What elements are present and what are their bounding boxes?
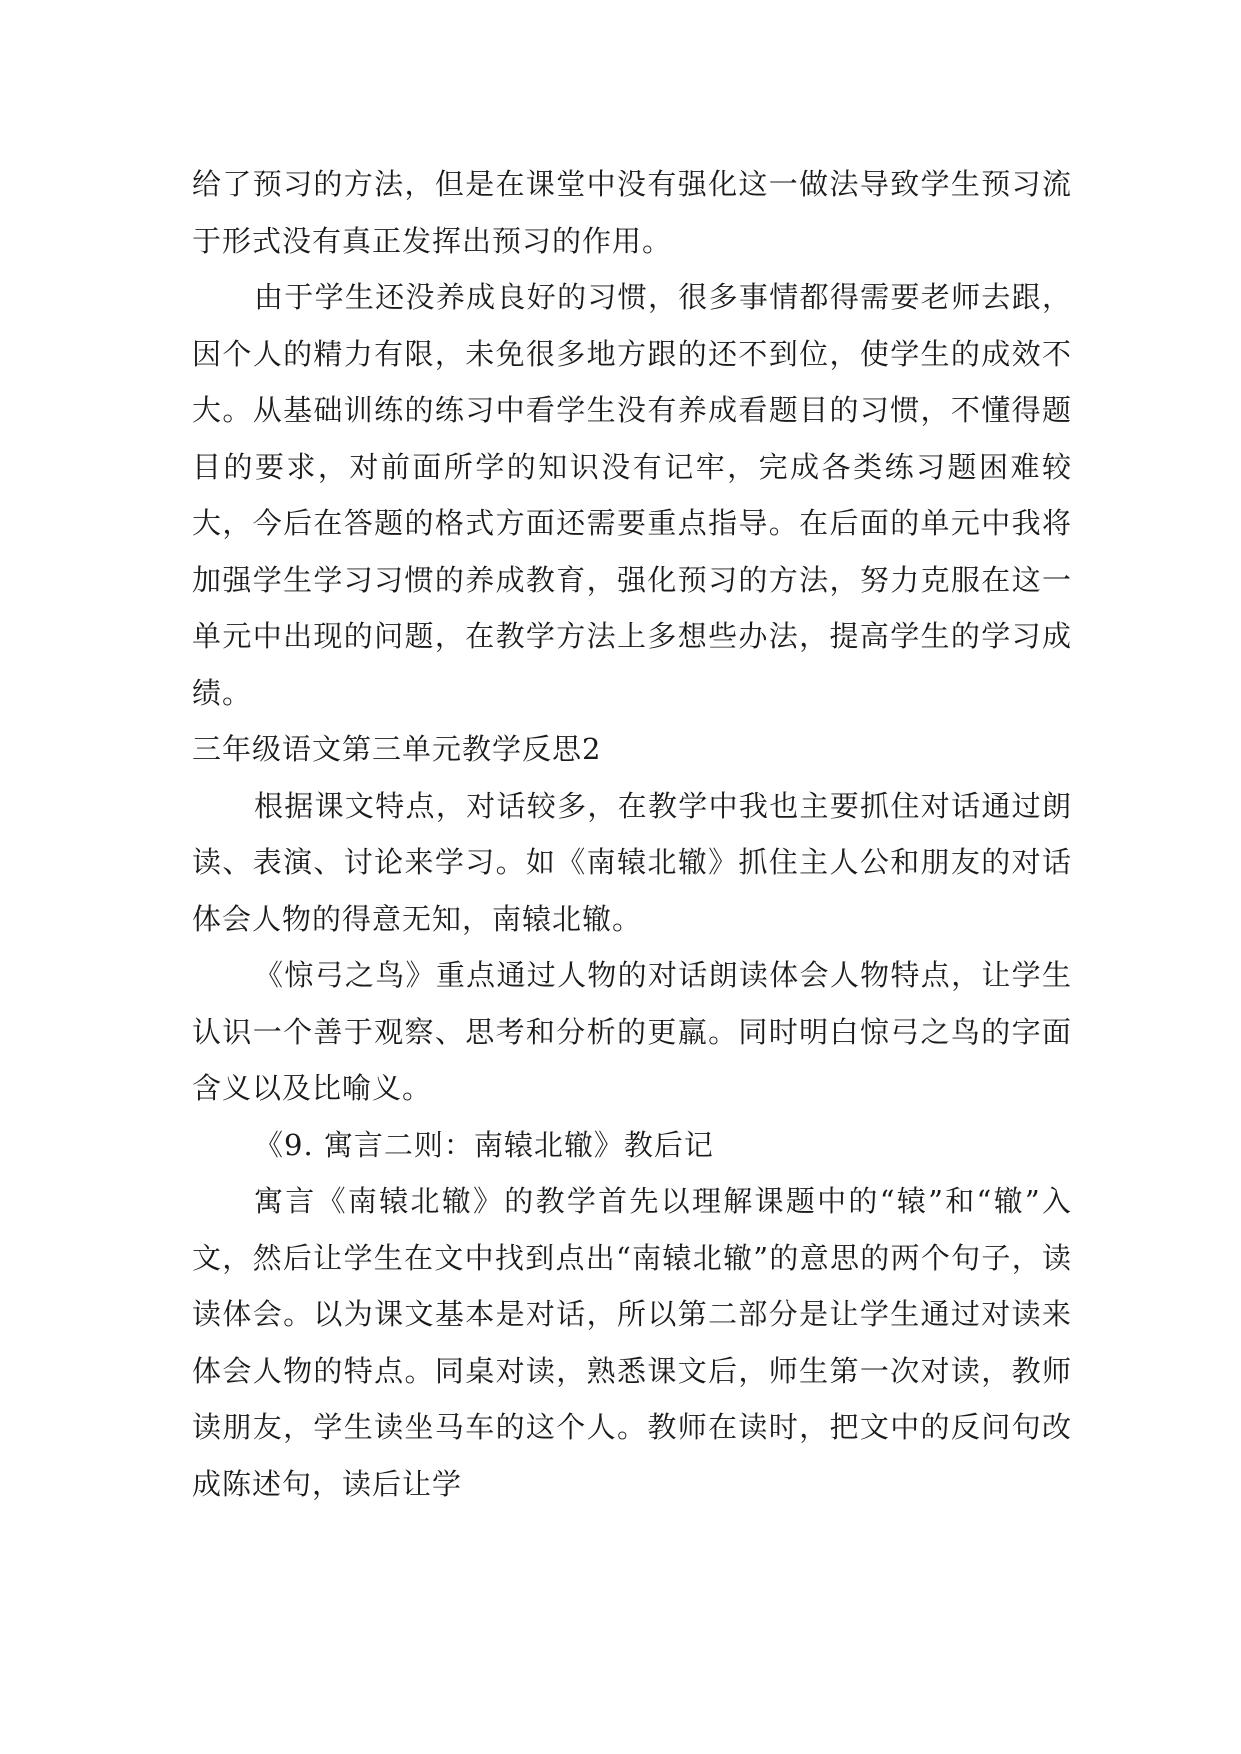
paragraph-habits: 由于学生还没养成良好的习惯，很多事情都得需要老师去跟，因个人的精力有限，未免很多地方跟的还不到位，使学生的成效不大。从基础训练的练习中看学生没有养成看题目的习惯，不懂得题目的要求，对前面所学的知识没有记牢，完成各类练习题困难较大，今后在答题的格式方面还需要重点指导。在后面的单元中我将加强学生学习习惯的养成教育，强化预习的方法，努力克服在这一单元中出现的问题，在教学方法上多想些办法，提高学生的学习成绩。 [192, 280, 1072, 710]
paragraph-jinggong-zhiniao: 《惊弓之鸟》重点通过人物的对话朗读体会人物特点，让学生认识一个善于观察、思考和分析的更羸。同时明白惊弓之鸟的字面含义以及比喻义。 [192, 958, 1072, 1105]
lesson-title: 《9. 寓言二则：南辕北辙》教后记 [254, 1127, 714, 1162]
paragraph-preview-method: 给了预习的方法，但是在课堂中没有强化这一做法导致学生预习流于形式没有真正发挥出预习的作用。 [192, 167, 1072, 258]
paragraph-dialogue-teaching: 根据课文特点，对话较多，在教学中我也主要抓住对话通过朗读、表演、讨论来学习。如《南辕北辙》抓住主人公和朋友的对话体会人物的得意无知，南辕北辙。 [192, 788, 1072, 936]
document-body [192, 156, 1072, 1512]
paragraph-lesson-notes: 寓言《南辕北辙》的教学首先以理解课题中的“辕”和“辙”入文，然后让学生在文中找到点出“南辕北辙”的意思的两个句子，读读体会。以为课文基本是对话，所以第二部分是让学生通过对读来体会人物的特点。同桌对读，熟悉课文后，师生第一次对读，教师读朋友，学生读坐马车的这个人。教师在读时，把文中的反问句改成陈述句，读后让学 [192, 1184, 1072, 1501]
section-heading: 三年级语文第三单元教学反思2 [192, 732, 602, 766]
